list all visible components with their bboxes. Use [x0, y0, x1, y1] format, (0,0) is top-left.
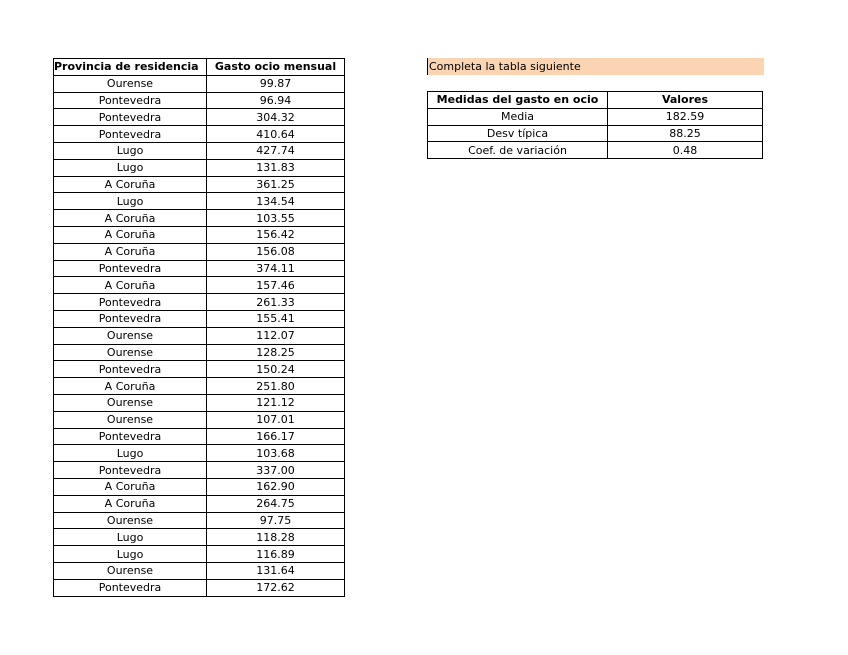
leisure-spending-table: [53, 58, 345, 597]
spending-cell[interactable]: 264.75: [207, 495, 345, 512]
table-row: [54, 394, 345, 411]
spending-cell[interactable]: 150.24: [207, 361, 345, 378]
province-cell[interactable]: Pontevedra: [54, 126, 207, 143]
header-values[interactable]: Valores: [608, 92, 763, 109]
table-row: [54, 529, 345, 546]
province-cell[interactable]: Lugo: [54, 445, 207, 462]
spending-cell[interactable]: 131.83: [207, 159, 345, 176]
spending-cell[interactable]: 121.12: [207, 394, 345, 411]
province-cell[interactable]: Ourense: [54, 75, 207, 92]
table-row: [54, 226, 345, 243]
spending-cell[interactable]: 131.64: [207, 562, 345, 579]
spending-cell[interactable]: 107.01: [207, 411, 345, 428]
province-cell[interactable]: Lugo: [54, 529, 207, 546]
spending-cell[interactable]: 374.11: [207, 260, 345, 277]
spending-cell[interactable]: 172.62: [207, 579, 345, 596]
spending-cell[interactable]: 427.74: [207, 142, 345, 159]
table-row: [54, 478, 345, 495]
province-cell[interactable]: Pontevedra: [54, 428, 207, 445]
province-cell[interactable]: Lugo: [54, 193, 207, 210]
spending-cell[interactable]: 410.64: [207, 126, 345, 143]
table-row: [54, 126, 345, 143]
spending-cell[interactable]: 116.89: [207, 546, 345, 563]
spending-cell[interactable]: 304.32: [207, 109, 345, 126]
table-row: [54, 344, 345, 361]
spending-cell[interactable]: 118.28: [207, 529, 345, 546]
measures-header-row: [428, 92, 763, 109]
measure-value-cell[interactable]: 182.59: [608, 108, 763, 125]
province-cell[interactable]: Lugo: [54, 159, 207, 176]
spending-cell[interactable]: 97.75: [207, 512, 345, 529]
measure-value-cell[interactable]: 0.48: [608, 142, 763, 159]
table-row: [54, 512, 345, 529]
header-monthly-spending[interactable]: Gasto ocio mensual: [207, 59, 345, 76]
header-province[interactable]: Provincia de residencia: [54, 59, 207, 76]
table-row: [54, 361, 345, 378]
table-row: [54, 462, 345, 479]
instruction-cell[interactable]: Completa la tabla siguiente: [427, 58, 764, 75]
table-row: [54, 277, 345, 294]
table-row: [54, 159, 345, 176]
table-row: [54, 411, 345, 428]
measure-name-cell[interactable]: Coef. de variación: [428, 142, 608, 159]
table-row: [54, 176, 345, 193]
header-measures[interactable]: Medidas del gasto en ocio: [428, 92, 608, 109]
province-cell[interactable]: Ourense: [54, 394, 207, 411]
spending-cell[interactable]: 361.25: [207, 176, 345, 193]
province-cell[interactable]: A Coruña: [54, 277, 207, 294]
spending-cell[interactable]: 96.94: [207, 92, 345, 109]
table-row: [54, 243, 345, 260]
table-row: [54, 378, 345, 395]
table-row: [54, 445, 345, 462]
spending-cell[interactable]: 337.00: [207, 462, 345, 479]
table-row: [54, 562, 345, 579]
spending-cell[interactable]: 156.08: [207, 243, 345, 260]
table-row: [54, 193, 345, 210]
table-row: [54, 75, 345, 92]
measure-value-cell[interactable]: 88.25: [608, 125, 763, 142]
measures-row: [428, 125, 763, 142]
province-cell[interactable]: Pontevedra: [54, 310, 207, 327]
province-cell[interactable]: Ourense: [54, 512, 207, 529]
table-row: [54, 495, 345, 512]
province-cell[interactable]: A Coruña: [54, 478, 207, 495]
province-cell[interactable]: A Coruña: [54, 495, 207, 512]
province-cell[interactable]: Pontevedra: [54, 361, 207, 378]
spending-cell[interactable]: 112.07: [207, 327, 345, 344]
spending-cell[interactable]: 99.87: [207, 75, 345, 92]
table-row: [54, 327, 345, 344]
spending-cell[interactable]: 251.80: [207, 378, 345, 395]
measure-name-cell[interactable]: Desv típica: [428, 125, 608, 142]
table-row: [54, 210, 345, 227]
province-cell[interactable]: Ourense: [54, 411, 207, 428]
table-row: [54, 546, 345, 563]
province-cell[interactable]: Ourense: [54, 344, 207, 361]
measures-row: [428, 142, 763, 159]
table-row: [54, 92, 345, 109]
spending-cell[interactable]: 166.17: [207, 428, 345, 445]
spending-cell[interactable]: 128.25: [207, 344, 345, 361]
province-cell[interactable]: A Coruña: [54, 210, 207, 227]
province-cell[interactable]: A Coruña: [54, 226, 207, 243]
province-cell[interactable]: Lugo: [54, 142, 207, 159]
spending-cell[interactable]: 103.68: [207, 445, 345, 462]
province-cell[interactable]: Ourense: [54, 562, 207, 579]
province-cell[interactable]: A Coruña: [54, 378, 207, 395]
table-row: [54, 260, 345, 277]
measures-table: [427, 91, 763, 159]
province-cell[interactable]: Pontevedra: [54, 579, 207, 596]
table-row: [54, 310, 345, 327]
table-row: [54, 142, 345, 159]
province-cell[interactable]: Pontevedra: [54, 462, 207, 479]
spending-cell[interactable]: 157.46: [207, 277, 345, 294]
measure-name-cell[interactable]: Media: [428, 108, 608, 125]
table-row: [54, 294, 345, 311]
spending-cell[interactable]: 103.55: [207, 210, 345, 227]
table-row: [54, 428, 345, 445]
province-cell[interactable]: A Coruña: [54, 176, 207, 193]
spending-cell[interactable]: 155.41: [207, 310, 345, 327]
spending-cell[interactable]: 134.54: [207, 193, 345, 210]
province-cell[interactable]: Ourense: [54, 327, 207, 344]
province-cell[interactable]: Pontevedra: [54, 109, 207, 126]
spending-cell[interactable]: 162.90: [207, 478, 345, 495]
province-cell[interactable]: Pontevedra: [54, 260, 207, 277]
spending-cell[interactable]: 156.42: [207, 226, 345, 243]
table-row: [54, 579, 345, 596]
spending-cell[interactable]: 261.33: [207, 294, 345, 311]
province-cell[interactable]: Pontevedra: [54, 92, 207, 109]
measures-row: [428, 108, 763, 125]
province-cell[interactable]: Pontevedra: [54, 294, 207, 311]
table-header-row: [54, 59, 345, 76]
province-cell[interactable]: Lugo: [54, 546, 207, 563]
table-row: [54, 109, 345, 126]
province-cell[interactable]: A Coruña: [54, 243, 207, 260]
